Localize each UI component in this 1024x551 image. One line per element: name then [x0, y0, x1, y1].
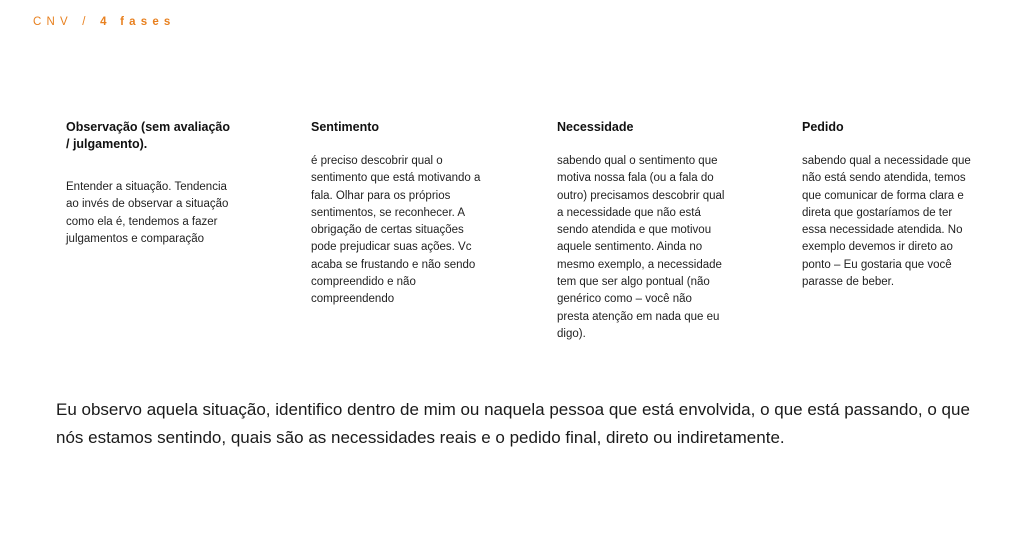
phase-title: Sentimento: [311, 120, 380, 134]
breadcrumb-parent: CNV: [33, 16, 73, 28]
summary-text: Eu observo aquela situação, identifico dentro de mim ou naquela pessoa que está envolvida, o que está passando, o que nós estamos sentindo, quais são as necessidades reais e o pedido final, direto ou indiretamente.: [56, 400, 970, 447]
phase-pedido: [802, 119, 972, 291]
phase-title: Observação (sem avaliação / julgamento).: [66, 120, 230, 151]
breadcrumb-current: 4 fases: [100, 16, 176, 28]
phase-observacao: [66, 119, 236, 248]
phase-body: sabendo qual a necessidade que não está sendo atendida, temos que comunicar de forma clara e direta que gostaríamos de ter essa necessidade atendida. No exemplo devemos ir direto ao ponto – Eu gostaria que você parasse de beber.: [802, 155, 971, 289]
breadcrumb-separator: /: [82, 16, 91, 28]
phase-sentimento: [311, 119, 481, 309]
phase-body: é preciso descobrir qual o sentimento que está motivando a fala. Olhar para os próprios sentimentos, se reconhecer. A obrigação de certas situações pode prejudicar suas ações. Vc acaba se frustando e não sendo compreendido e não compreendendo: [311, 155, 481, 306]
phase-body: sabendo qual o sentimento que motiva nossa fala (ou a fala do outro) precisamos descobrir qual a necessidade que não está sendo atendida e que motivou aquele sentimento. Ainda no mesmo exemplo, a necessidade tem que ser algo pontual (não genérico como – você não presta atenção em nada que eu digo).: [557, 155, 725, 340]
breadcrumb: [33, 16, 176, 28]
phase-title: Pedido: [802, 120, 844, 134]
phase-title: Necessidade: [557, 120, 634, 134]
phase-body: Entender a situação. Tendencia ao invés de observar a situação como ela é, tendemos a fazer julgamentos e comparação: [66, 181, 229, 245]
phase-necessidade: [557, 119, 727, 343]
